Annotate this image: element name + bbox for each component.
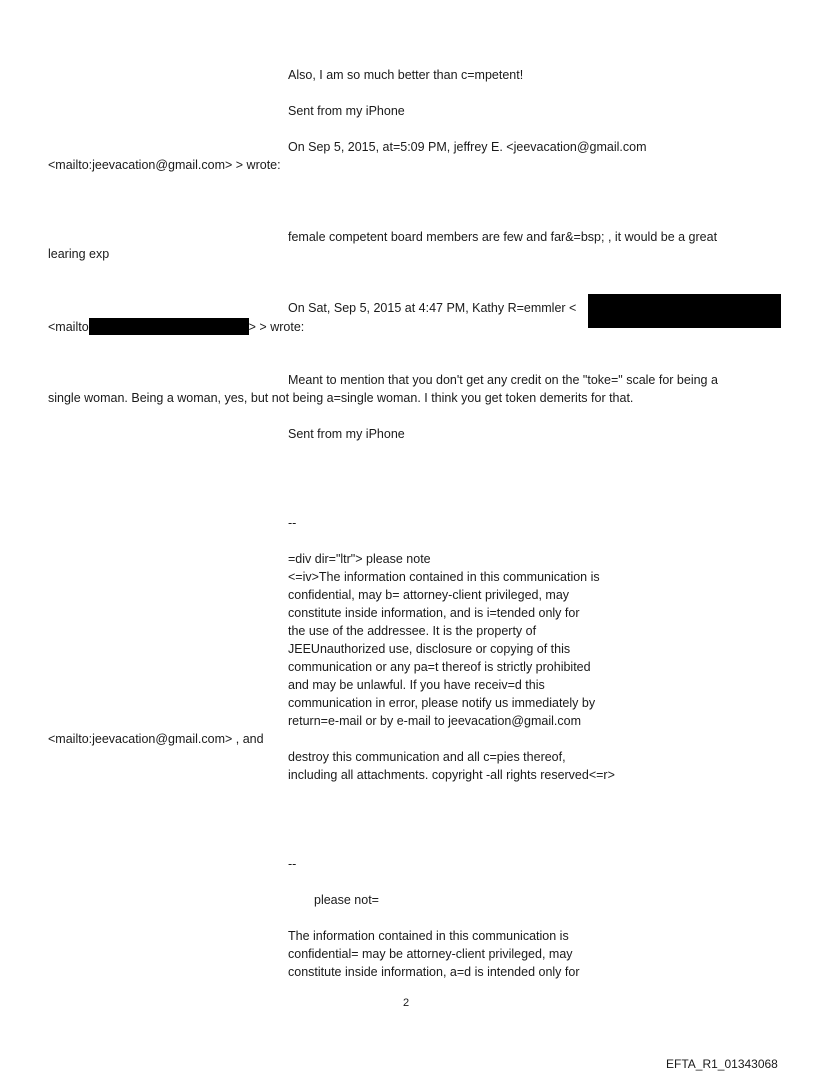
disclaimer-line: and may be unlawful. If you have receiv=d this: [288, 678, 545, 692]
disclaimer-line: The information contained in this communication is: [288, 929, 569, 943]
quote-text-female: female competent board members are few and far&=bsp; , it would be a great: [288, 230, 718, 244]
mailto-prefix: <mailto: [48, 320, 89, 334]
disclaimer-line: constitute inside information, a=d is intended only for: [288, 965, 580, 979]
signature-iphone: Sent from my iPhone: [288, 104, 405, 118]
redaction-box: [588, 294, 781, 328]
disclaimer-line: communication or any pa=t thereof is strictly prohibited: [288, 660, 591, 674]
disclaimer-line: including all attachments. copyright -all rights reserved<=r>: [288, 768, 615, 782]
quote-text-token: Meant to mention that you don't get any credit on the "toke=" scale for being a: [288, 373, 718, 387]
disclaimer-line: constitute inside information, and is i=tended only for: [288, 606, 580, 620]
reply-text-competent: Also, I am so much better than c=mpetent!: [288, 68, 524, 82]
disclaimer-line: confidential= may be attorney-client privileged, may: [288, 947, 573, 961]
disclaimer-line: JEEUnauthorized use, disclosure or copying of this: [288, 642, 571, 656]
disclaimer-line: destroy this communication and all c=pies thereof,: [288, 750, 566, 764]
disclaimer-please-note: please not=: [314, 893, 379, 907]
redaction-box: [89, 318, 249, 335]
document-id: EFTA_R1_01343068: [666, 1057, 778, 1071]
disclaimer-line: <=iv>The information contained in this communication is: [288, 570, 600, 584]
disclaimer-line: confidential, may b= attorney-client privileged, may: [288, 588, 570, 602]
disclaimer-mailto: <mailto:jeevacation@gmail.com> , and: [48, 732, 264, 746]
quote-text-female-cont: learing exp: [48, 247, 110, 261]
quote-header-kathy: On Sat, Sep 5, 2015 at 4:47 PM, Kathy R=emmler <: [288, 301, 577, 315]
separator: --: [288, 516, 297, 530]
quote-text-token-cont: single woman. Being a woman, yes, but not being a=single woman. I think you get token demerits for that.: [48, 391, 634, 405]
signature-iphone: Sent from my iPhone: [288, 427, 405, 441]
disclaimer-line: communication in error, please notify us immediately by: [288, 696, 596, 710]
quote-header-jeffrey: On Sep 5, 2015, at=5:09 PM, jeffrey E. <jeevacation@gmail.com: [288, 140, 647, 154]
quote-header-kathy-mailto: [48, 318, 304, 335]
wrote-suffix: > > wrote:: [248, 320, 305, 334]
separator: --: [288, 857, 297, 871]
disclaimer-line: the use of the addressee. It is the property of: [288, 624, 537, 638]
disclaimer-div-line: =div dir="ltr"> please note: [288, 552, 431, 566]
page-number: 2: [403, 997, 410, 1009]
quote-header-jeffrey-mailto: <mailto:jeevacation@gmail.com> > wrote:: [48, 158, 281, 172]
disclaimer-line: return=e-mail or by e-mail to jeevacation@gmail.com: [288, 714, 582, 728]
